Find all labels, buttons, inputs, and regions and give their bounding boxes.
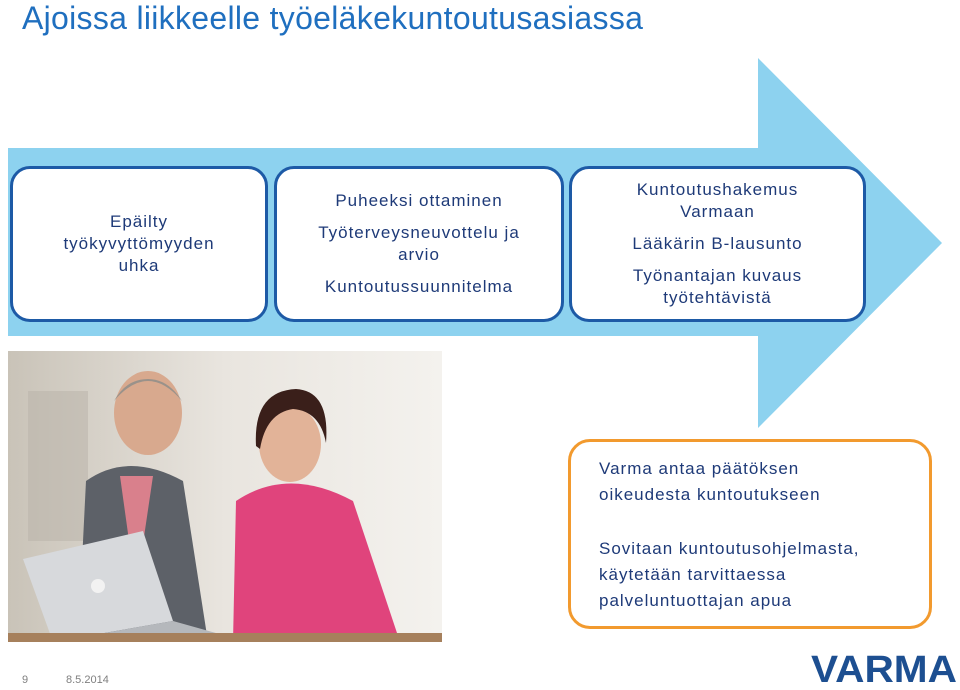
step1-line: Epäilty: [109, 212, 169, 231]
step3-line: Työnantajan kuvaus: [632, 266, 803, 285]
step1-line: työkyvyttömyyden: [63, 234, 215, 253]
step2-line: Kuntoutussuunnitelma: [324, 277, 514, 296]
step-box-application: [569, 166, 866, 322]
outcome-line: Varma antaa päätöksen: [599, 459, 800, 478]
step1-line: uhka: [118, 256, 160, 275]
slide-title: Ajoissa liikkeelle työeläkekuntoutusasiassa: [22, 0, 644, 36]
outcome-line: palveluntuottajan apua: [599, 591, 793, 610]
step2-line: arvio: [398, 245, 440, 264]
page-number: 9: [22, 674, 29, 686]
step3-line: Lääkärin B-lausunto: [632, 234, 803, 253]
date-label: 8.5.2014: [66, 674, 109, 686]
step-box-suspicion: [10, 166, 268, 322]
outcome-line: Sovitaan kuntoutusohjelmasta,: [599, 539, 860, 558]
varma-logo: [811, 646, 959, 686]
logo-text: VARMA: [811, 649, 957, 686]
step3-line: Varmaan: [680, 202, 755, 221]
step2-line: Puheeksi ottaminen: [335, 191, 503, 210]
outcome-line: oikeudesta kuntoutukseen: [599, 485, 821, 504]
people-at-laptop-photo: [8, 351, 442, 642]
step3-line: Kuntoutushakemus: [636, 180, 799, 199]
outcome-box: [568, 439, 932, 629]
outcome-line: käytetään tarvittaessa: [599, 565, 787, 584]
step2-line: Työterveysneuvottelu ja: [318, 223, 520, 242]
step-box-discussion: [274, 166, 564, 322]
step3-line: työtehtävistä: [663, 288, 772, 307]
